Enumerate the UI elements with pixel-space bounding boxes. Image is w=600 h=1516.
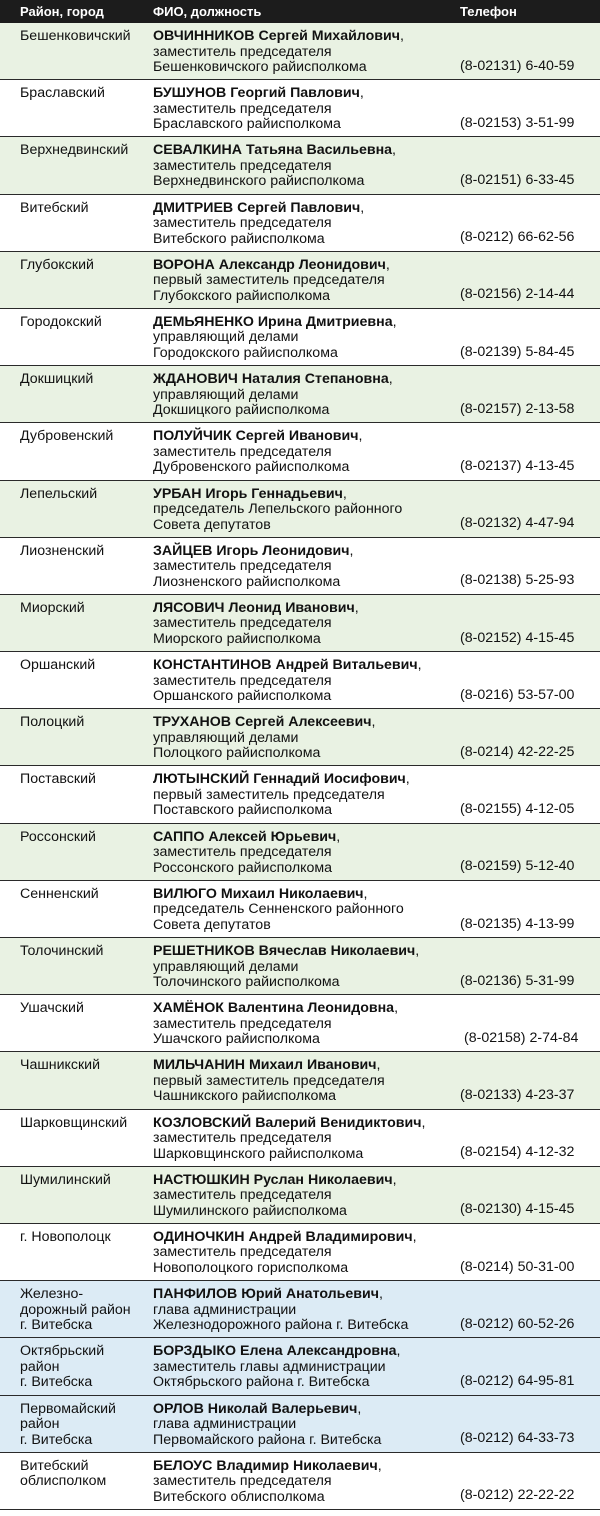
- person-position-line: Оршанского райисполкома: [153, 688, 332, 705]
- person-position-line: председатель Сенненского районного: [153, 901, 404, 918]
- person-given-name: Татьяна Васильевна: [245, 142, 393, 159]
- person-given-name: Валентина Леонидовна: [227, 1000, 395, 1017]
- person-surname: НАСТЮШКИН: [153, 1171, 250, 1188]
- person-surname: РЕШЕТНИКОВ: [153, 943, 255, 959]
- person-position-line: заместитель председателя: [153, 157, 332, 174]
- person-position-line: Россонского райисполкома: [153, 859, 333, 876]
- person-full-name: [153, 1057, 377, 1073]
- person-position-line: председатель Лепельского районного: [153, 501, 403, 517]
- person-surname: ТРУХАНОВ: [153, 714, 232, 731]
- phone-number: (8-02139) 5-84-45: [460, 343, 575, 360]
- person-position-line: глава администрации: [153, 1416, 297, 1432]
- phone-number: (8-0214) 50-31-00: [460, 1258, 575, 1275]
- phone-number: (8-02152) 4-15-45: [460, 629, 575, 646]
- person-name: ХАМЁНОК Валентина Леонидовна,: [153, 1000, 399, 1017]
- person-surname: ОРЛОВ: [153, 1400, 204, 1417]
- person-cell: [153, 887, 453, 934]
- person-surname: ДМИТРИЕВ: [153, 199, 234, 216]
- person-given-name: Георгий Павлович: [230, 85, 360, 102]
- person-full-name: [153, 1458, 378, 1474]
- district-line: Городокский: [20, 313, 102, 330]
- contacts-table: [0, 23, 600, 1510]
- person-cell: [153, 830, 453, 877]
- district-line: Миорский: [20, 599, 85, 616]
- person-position-line: Верхнедвинского райисполкома: [153, 173, 365, 190]
- district-line: г. Витебска: [20, 1317, 93, 1334]
- person-full-name: [153, 1286, 379, 1302]
- person-given-name: Наталия Степановна: [241, 371, 389, 388]
- person-cell: [153, 143, 453, 190]
- person-name: ДМИТРИЕВ Сергей Павлович,: [153, 199, 365, 216]
- person-cell: [153, 1058, 453, 1105]
- person-cell: [153, 1344, 453, 1391]
- district-line: Дубровенский: [20, 428, 114, 445]
- person-surname: КОЗЛОВСКИЙ: [153, 1114, 252, 1131]
- person-position-line: Лиозненского райисполкома: [153, 573, 341, 590]
- person-position-line: первый заместитель председателя: [153, 1072, 385, 1089]
- person-cell: [153, 944, 453, 991]
- phone-number: (8-0212) 64-33-73: [460, 1430, 575, 1447]
- district-cell: [20, 487, 150, 503]
- person-position-line: заместитель председателя: [153, 100, 332, 117]
- person-given-name: Андрей Витальевич: [275, 657, 418, 674]
- person-position-line: Совета депутатов: [153, 516, 271, 533]
- person-name: ПОЛУЙЧИК Сергей Иванович,: [153, 428, 363, 445]
- person-surname: ЗАЙЦЕВ: [153, 542, 213, 559]
- person-surname: ДЕМЬЯНЕНКО: [153, 313, 254, 330]
- person-cell: [153, 86, 453, 133]
- person-position-line: Октябрьского района г. Витебска: [153, 1374, 370, 1391]
- person-position-line: Чашникского райисполкома: [153, 1088, 337, 1105]
- person-position-line: заместитель председателя: [153, 215, 332, 232]
- person-given-name: Игорь Леонидович: [216, 542, 350, 559]
- person-name: ТРУХАНОВ Сергей Алексеевич,: [153, 714, 376, 731]
- person-full-name: [153, 943, 415, 959]
- person-position-line: Дубровенского райисполкома: [153, 459, 350, 476]
- person-name: ЗАЙЦЕВ Игорь Леонидович,: [153, 542, 354, 559]
- district-cell: [20, 1459, 150, 1490]
- person-position-line: Ушачского райисполкома: [153, 1031, 320, 1048]
- person-full-name: [153, 1343, 397, 1359]
- person-position-line: заместитель председателя: [153, 1473, 332, 1490]
- person-full-name: [153, 1000, 394, 1016]
- person-position-line: заместитель главы администрации: [153, 1358, 386, 1375]
- district-cell: [20, 887, 150, 903]
- person-cell: [153, 315, 453, 362]
- table-row: [0, 366, 600, 423]
- person-position-line: Браславского райисполкома: [153, 116, 341, 133]
- person-name: ЖДАНОВИЧ Наталия Степановна,: [153, 371, 393, 388]
- column-header-phone: Телефон: [460, 4, 517, 19]
- person-position-line: заместитель председателя: [153, 443, 332, 460]
- district-line: Чашникский: [20, 1057, 101, 1074]
- table-row: [0, 1224, 600, 1281]
- table-row: [0, 1453, 600, 1510]
- person-name: БЕЛОУС Владимир Николаевич,: [153, 1457, 382, 1474]
- person-cell: [153, 487, 453, 534]
- phone-number: (8-02159) 5-12-40: [460, 858, 575, 875]
- person-name: МИЛЬЧАНИН Михаил Иванович,: [153, 1057, 381, 1074]
- person-name: ВОРОНА Александр Леонидович,: [153, 256, 390, 273]
- person-full-name: [153, 142, 392, 158]
- person-cell: [153, 1116, 453, 1163]
- person-cell: [153, 29, 453, 76]
- person-name: БУШУНОВ Георгий Павлович,: [153, 85, 364, 102]
- district-line: Докшицкий: [20, 371, 94, 388]
- person-position-line: Бешенковичского райисполкома: [153, 59, 367, 75]
- district-line: г. Витебска: [20, 1374, 93, 1391]
- person-given-name: Александр Леонидович: [218, 256, 386, 273]
- person-position-line: заместитель председателя: [153, 1130, 332, 1147]
- person-position-line: Новополоцкого горисполкома: [153, 1259, 349, 1276]
- person-surname: ОДИНОЧКИН: [153, 1228, 245, 1245]
- district-cell: [20, 544, 150, 560]
- phone-number: (8-02132) 4-47-94: [460, 515, 575, 532]
- district-line: Витебский: [20, 1457, 89, 1474]
- table-header: [0, 0, 600, 23]
- phone-number: (8-0216) 53-57-00: [460, 686, 575, 703]
- person-surname: БЕЛОУС: [153, 1457, 213, 1474]
- table-row: [0, 938, 600, 995]
- table-row: [0, 766, 600, 823]
- person-full-name: [153, 771, 406, 787]
- person-given-name: Андрей Владимирович: [248, 1228, 413, 1245]
- district-line: Толочинский: [20, 943, 104, 959]
- person-position-line: Миорского райисполкома: [153, 630, 321, 647]
- column-header-name: ФИО, должность: [153, 4, 262, 19]
- person-given-name: Алексей Юрьевич: [208, 828, 337, 845]
- person-cell: [153, 372, 453, 419]
- person-surname: ВИЛЮГО: [153, 885, 217, 902]
- district-cell: [20, 830, 150, 846]
- phone-number: (8-02130) 4-15-45: [460, 1201, 575, 1218]
- district-line: район: [20, 1416, 60, 1432]
- district-cell: [20, 1287, 150, 1334]
- district-line: Бешенковичский: [20, 28, 131, 44]
- table-row: [0, 595, 600, 652]
- district-cell: [20, 86, 150, 102]
- district-cell: [20, 1402, 150, 1449]
- person-cell: [153, 772, 453, 819]
- phone-number: (8-0212) 64-95-81: [460, 1373, 575, 1389]
- person-full-name: [153, 1401, 357, 1417]
- person-given-name: Геннадий Иосифович: [253, 771, 406, 788]
- table-row: [0, 995, 600, 1052]
- phone-number: (8-02136) 5-31-99: [460, 972, 575, 989]
- person-surname: САППО: [153, 828, 205, 845]
- district-line: Поставский: [20, 771, 96, 788]
- person-surname: БОРЗДЫКО: [153, 1343, 237, 1360]
- person-name: ОРЛОВ Николай Валерьевич,: [153, 1400, 362, 1417]
- person-surname: ЛЯСОВИЧ: [153, 599, 225, 616]
- district-line: Железно-: [20, 1286, 84, 1303]
- person-name: ДЕМЬЯНЕНКО Ирина Дмитриевна,: [153, 313, 397, 330]
- person-position-line: заместитель председателя: [153, 558, 332, 575]
- person-surname: ВОРОНА: [153, 256, 215, 273]
- district-line: Россонский: [20, 828, 96, 845]
- table-row: [0, 80, 600, 137]
- person-full-name: [153, 886, 364, 902]
- person-position-line: заместитель председателя: [153, 672, 332, 689]
- phone-number: (8-02133) 4-23-37: [460, 1087, 575, 1104]
- table-row: [0, 1167, 600, 1224]
- person-position-line: заместитель председателя: [153, 43, 332, 60]
- person-name: УРБАН Игорь Геннадьевич,: [153, 485, 347, 502]
- table-row: [0, 23, 600, 80]
- person-position-line: заместитель председателя: [153, 844, 332, 861]
- district-line: Браславский: [20, 85, 105, 102]
- district-line: дорожный район: [20, 1301, 131, 1318]
- person-surname: УРБАН: [153, 485, 202, 502]
- person-position-line: глава администрации: [153, 1301, 297, 1318]
- district-cell: [20, 29, 150, 45]
- phone-number: (8-02158) 2-74-84: [464, 1029, 579, 1046]
- district-line: Полоцкий: [20, 714, 85, 731]
- person-name: ВИЛЮГО Михаил Николаевич,: [153, 885, 368, 902]
- district-line: Витебский: [20, 199, 89, 216]
- person-position-line: Первомайского района г. Витебска: [153, 1431, 382, 1448]
- phone-number: (8-02154) 4-12-32: [460, 1144, 575, 1161]
- district-cell: [20, 258, 150, 274]
- table-row: [0, 423, 600, 480]
- district-line: г. Новополоцк: [20, 1228, 111, 1245]
- district-cell: [20, 944, 150, 960]
- person-given-name: Николай Валерьевич: [207, 1400, 358, 1417]
- person-position-line: Совета депутатов: [153, 916, 271, 933]
- district-cell: [20, 1116, 150, 1132]
- person-full-name: [153, 371, 389, 387]
- district-cell: [20, 715, 150, 731]
- table-row: [0, 881, 600, 938]
- person-name: САППО Алексей Юрьевич,: [153, 828, 341, 845]
- person-cell: [153, 1001, 453, 1048]
- table-row: [0, 137, 600, 194]
- district-cell: [20, 429, 150, 445]
- person-position-line: первый заместитель председателя: [153, 786, 385, 803]
- district-line: Верхнедвинский: [20, 142, 129, 159]
- table-row: [0, 1281, 600, 1338]
- person-position-line: заместитель председателя: [153, 1015, 332, 1032]
- person-surname: СЕВАЛКИНА: [153, 142, 242, 159]
- person-full-name: [153, 1172, 393, 1188]
- person-full-name: [153, 600, 355, 616]
- person-name: ОВЧИННИКОВ Сергей Михайлович,: [153, 28, 404, 44]
- person-full-name: [153, 1115, 421, 1131]
- person-full-name: [153, 714, 371, 730]
- district-cell: [20, 201, 150, 217]
- person-position-line: Докшицкого райисполкома: [153, 402, 330, 419]
- person-position-line: Поставского райисполкома: [153, 802, 332, 819]
- person-name: НАСТЮШКИН Руслан Николаевич,: [153, 1171, 397, 1188]
- district-line: Шумилинский: [20, 1171, 111, 1188]
- district-line: Сенненский: [20, 885, 99, 902]
- phone-number: (8-0214) 42-22-25: [460, 743, 575, 760]
- person-given-name: Владимир Николаевич: [216, 1457, 378, 1474]
- phone-number: (8-02137) 4-13-45: [460, 458, 575, 474]
- person-cell: [153, 1230, 453, 1277]
- person-position-line: заместитель председателя: [153, 615, 332, 632]
- district-cell: [20, 315, 150, 331]
- person-cell: [153, 601, 453, 648]
- person-given-name: Сергей Алексеевич: [234, 714, 372, 731]
- person-given-name: Леонид Иванович: [228, 599, 355, 616]
- person-surname: ХАМЁНОК: [153, 1000, 224, 1017]
- district-cell: [20, 658, 150, 674]
- table-row: [0, 481, 600, 538]
- district-line: Оршанский: [20, 657, 96, 674]
- district-cell: [20, 372, 150, 388]
- person-name: КОЗЛОВСКИЙ Валерий Венидиктович,: [153, 1114, 426, 1131]
- person-cell: [153, 715, 453, 762]
- district-line: облисполком: [20, 1473, 107, 1490]
- person-position-line: Шарковщинского райисполкома: [153, 1145, 364, 1162]
- person-full-name: [153, 657, 418, 673]
- person-surname: ПОЛУЙЧИК: [153, 428, 232, 445]
- person-full-name: [153, 28, 400, 44]
- person-cell: [153, 1459, 453, 1506]
- person-given-name: Ирина Дмитриевна: [257, 313, 393, 330]
- district-cell: [20, 1001, 150, 1017]
- person-given-name: Юрий Анатольевич: [241, 1286, 379, 1303]
- person-position-line: Полоцкого райисполкома: [153, 745, 321, 762]
- person-given-name: Валерий Венидиктович: [255, 1114, 422, 1131]
- phone-number: (8-02135) 4-13-99: [460, 915, 575, 932]
- district-cell: [20, 1173, 150, 1189]
- person-given-name: Михаил Николаевич: [220, 885, 364, 902]
- district-cell: [20, 601, 150, 617]
- person-cell: [153, 1287, 453, 1334]
- person-name: ОДИНОЧКИН Андрей Владимирович,: [153, 1228, 417, 1245]
- column-header-district: Район, город: [20, 4, 104, 19]
- person-full-name: [153, 829, 336, 845]
- person-name: ЛЮТЫНСКИЙ Геннадий Иосифович,: [153, 771, 410, 788]
- person-full-name: [153, 257, 386, 273]
- district-line: Шарковщинский: [20, 1114, 128, 1131]
- district-line: Лепельский: [20, 485, 98, 502]
- table-row: [0, 824, 600, 881]
- person-cell: [153, 201, 453, 248]
- person-full-name: [153, 486, 343, 502]
- table-row: [0, 1052, 600, 1109]
- phone-number: (8-0212) 60-52-26: [460, 1315, 575, 1332]
- district-line: Первомайский: [20, 1400, 116, 1417]
- person-given-name: Елена Александровна: [240, 1343, 397, 1360]
- person-name: БОРЗДЫКО Елена Александровна,: [153, 1343, 401, 1360]
- person-given-name: Михаил Иванович: [248, 1057, 377, 1074]
- district-line: Лиозненский: [20, 542, 105, 559]
- person-cell: [153, 544, 453, 591]
- table-row: [0, 252, 600, 309]
- person-position-line: управляющий делами: [153, 729, 299, 746]
- table-row: [0, 538, 600, 595]
- person-surname: ПАНФИЛОВ: [153, 1286, 238, 1303]
- person-cell: [153, 1402, 453, 1449]
- person-full-name: [153, 428, 358, 444]
- district-line: Глубокский: [20, 256, 94, 273]
- person-given-name: Сергей Павлович: [237, 199, 361, 216]
- district-line: район: [20, 1358, 60, 1375]
- district-cell: [20, 1058, 150, 1074]
- phone-number: (8-02131) 6-40-59: [460, 57, 575, 74]
- person-position-line: Глубокского райисполкома: [153, 287, 331, 304]
- phone-number: (8-02155) 4-12-05: [460, 801, 575, 818]
- person-name: ЛЯСОВИЧ Леонид Иванович,: [153, 599, 359, 616]
- person-cell: [153, 429, 453, 476]
- table-row: [0, 1110, 600, 1167]
- person-full-name: [153, 85, 360, 101]
- district-cell: [20, 1344, 150, 1391]
- person-position-line: Витебского облисполкома: [153, 1488, 325, 1505]
- person-position-line: управляющий делами: [153, 386, 299, 403]
- phone-number: (8-02156) 2-14-44: [460, 286, 575, 303]
- person-position-line: Железнодорожного района г. Витебска: [153, 1317, 409, 1334]
- person-name: СЕВАЛКИНА Татьяна Васильевна,: [153, 142, 396, 159]
- phone-number: (8-02153) 3-51-99: [460, 114, 575, 131]
- person-surname: КОНСТАНТИНОВ: [153, 657, 272, 674]
- person-name: РЕШЕТНИКОВ Вячеслав Николаевич,: [153, 943, 420, 959]
- table-row: [0, 1338, 600, 1395]
- person-position-line: заместитель председателя: [153, 1244, 332, 1261]
- phone-number: (8-02138) 5-25-93: [460, 572, 575, 589]
- district-cell: [20, 772, 150, 788]
- district-line: Октябрьский: [20, 1343, 105, 1360]
- person-surname: ОВЧИННИКОВ: [153, 28, 255, 44]
- phone-number: (8-0212) 66-62-56: [460, 229, 575, 246]
- table-row: [0, 709, 600, 766]
- table-row: [0, 652, 600, 709]
- table-row: [0, 1396, 600, 1453]
- person-surname: ЛЮТЫНСКИЙ: [153, 771, 250, 788]
- person-surname: МИЛЬЧАНИН: [153, 1057, 246, 1074]
- person-given-name: Сергей Михайлович: [258, 28, 400, 44]
- person-position-line: Городокского райисполкома: [153, 344, 338, 361]
- person-name: ПАНФИЛОВ Юрий Анатольевич,: [153, 1286, 383, 1303]
- person-full-name: [153, 543, 349, 559]
- person-cell: [153, 658, 453, 705]
- person-position-line: первый заместитель председателя: [153, 272, 385, 289]
- person-given-name: Вячеслав Николаевич: [258, 943, 416, 959]
- district-cell: [20, 143, 150, 159]
- person-surname: ЖДАНОВИЧ: [153, 371, 238, 388]
- person-position-line: Витебского райисполкома: [153, 230, 325, 247]
- person-given-name: Игорь Геннадьевич: [205, 485, 343, 502]
- table-row: [0, 309, 600, 366]
- phone-number: (8-0212) 22-22-22: [460, 1487, 575, 1504]
- person-full-name: [153, 1229, 413, 1245]
- person-given-name: Сергей Иванович: [235, 428, 359, 445]
- person-cell: [153, 258, 453, 305]
- person-position-line: Толочинского райисполкома: [153, 974, 340, 990]
- person-surname: БУШУНОВ: [153, 85, 227, 102]
- person-position-line: Шумилинского райисполкома: [153, 1202, 347, 1219]
- person-cell: [153, 1173, 453, 1220]
- person-name: КОНСТАНТИНОВ Андрей Витальевич,: [153, 657, 422, 674]
- person-position-line: заместитель председателя: [153, 1187, 332, 1204]
- phone-number: (8-02157) 2-13-58: [460, 400, 575, 417]
- table-row: [0, 195, 600, 252]
- district-line: Ушачский: [20, 1000, 84, 1017]
- district-cell: [20, 1230, 150, 1246]
- person-full-name: [153, 314, 393, 330]
- person-position-line: управляющий делами: [153, 958, 299, 975]
- person-position-line: управляющий делами: [153, 329, 299, 346]
- person-full-name: [153, 200, 360, 216]
- district-line: г. Витебска: [20, 1431, 93, 1448]
- person-given-name: Руслан Николаевич: [253, 1171, 393, 1188]
- phone-number: (8-02151) 6-33-45: [460, 172, 575, 189]
